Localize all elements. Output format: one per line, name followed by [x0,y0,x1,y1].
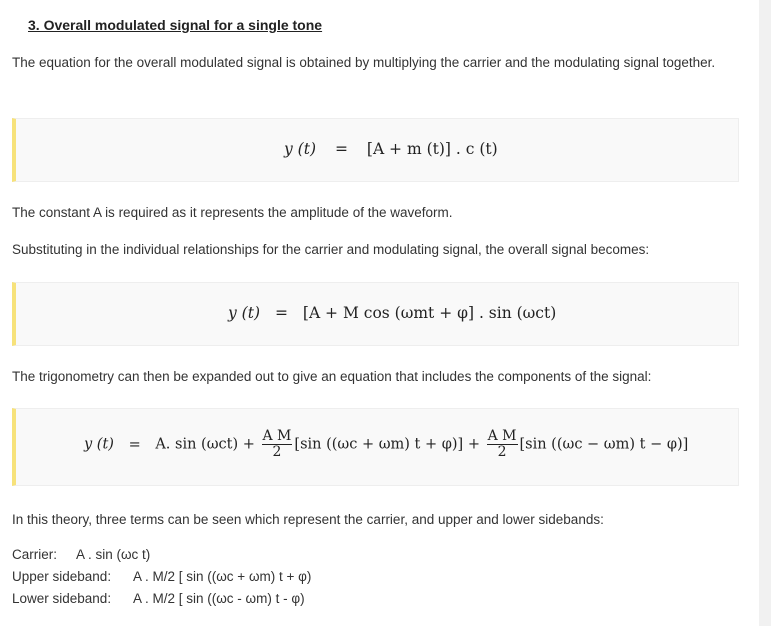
eq1-rhs: [A + m (t)] . c (t) [366,140,498,158]
eq2-lhs: y (t) [228,304,261,322]
carrier-label: Carrier: [12,547,58,562]
equation-box-carrier-product [12,118,739,182]
sideband-row-lower [12,589,305,609]
equation-expanded [84,429,688,460]
lower-sideband-label: Lower sideband: [12,591,112,606]
intro-paragraph: The equation for the overall modulated signal is obtained by multiplying the carrier and the modulating signal together. [12,55,716,70]
eq3-fraction-2 [487,429,518,460]
eq3-frac1-den: 2 [272,444,282,460]
sideband-row-upper [12,567,311,587]
eq3-frac2-den: 2 [497,444,507,460]
carrier-value: A . sin (ωc t) [76,547,151,562]
eq3-term3: [sin ((ωc − ωm) t − φ)] [519,436,689,453]
section-heading: 3. Overall modulated signal for a single tone [28,17,323,33]
eq3-equals: = [128,436,141,453]
eq1-lhs: y (t) [284,140,317,158]
substituting-paragraph: Substituting in the individual relationships for the carrier and modulating signal, the overall signal becomes: [12,242,650,257]
eq3-term1: A. sin (ωct) + [155,436,255,453]
equation-carrier-product [284,140,498,158]
equation-box-expanded [12,408,739,486]
upper-sideband-label: Upper sideband: [12,569,112,584]
eq1-equals: = [334,140,348,158]
eq3-frac1-num: A M [262,428,292,444]
constant-paragraph: The constant A is required as it represents the amplitude of the waveform. [12,205,453,220]
eq3-lhs: y (t) [84,436,114,453]
sideband-row-carrier [12,545,150,565]
trig-paragraph: The trigonometry can then be expanded out to give an equation that includes the components of the signal: [12,369,652,384]
upper-sideband-value: A . M/2 [ sin ((ωc + ωm) t + φ) [133,569,312,584]
equation-box-overall-signal [12,282,739,346]
eq3-fraction-1 [262,429,293,460]
eq2-rhs: [A + M cos (ωmt + φ] . sin (ωct) [302,304,557,322]
lower-sideband-value: A . M/2 [ sin ((ωc - ωm) t - φ) [133,591,305,606]
eq3-frac2-num: A M [487,428,517,444]
eq3-term2: [sin ((ωc + ωm) t + φ)] + [294,436,480,453]
equation-overall-signal [228,304,556,322]
eq2-equals: = [274,304,288,322]
theory-paragraph: In this theory, three terms can be seen which represent the carrier, and upper and lower sidebands: [12,512,604,527]
scrollbar-track[interactable] [759,0,771,626]
